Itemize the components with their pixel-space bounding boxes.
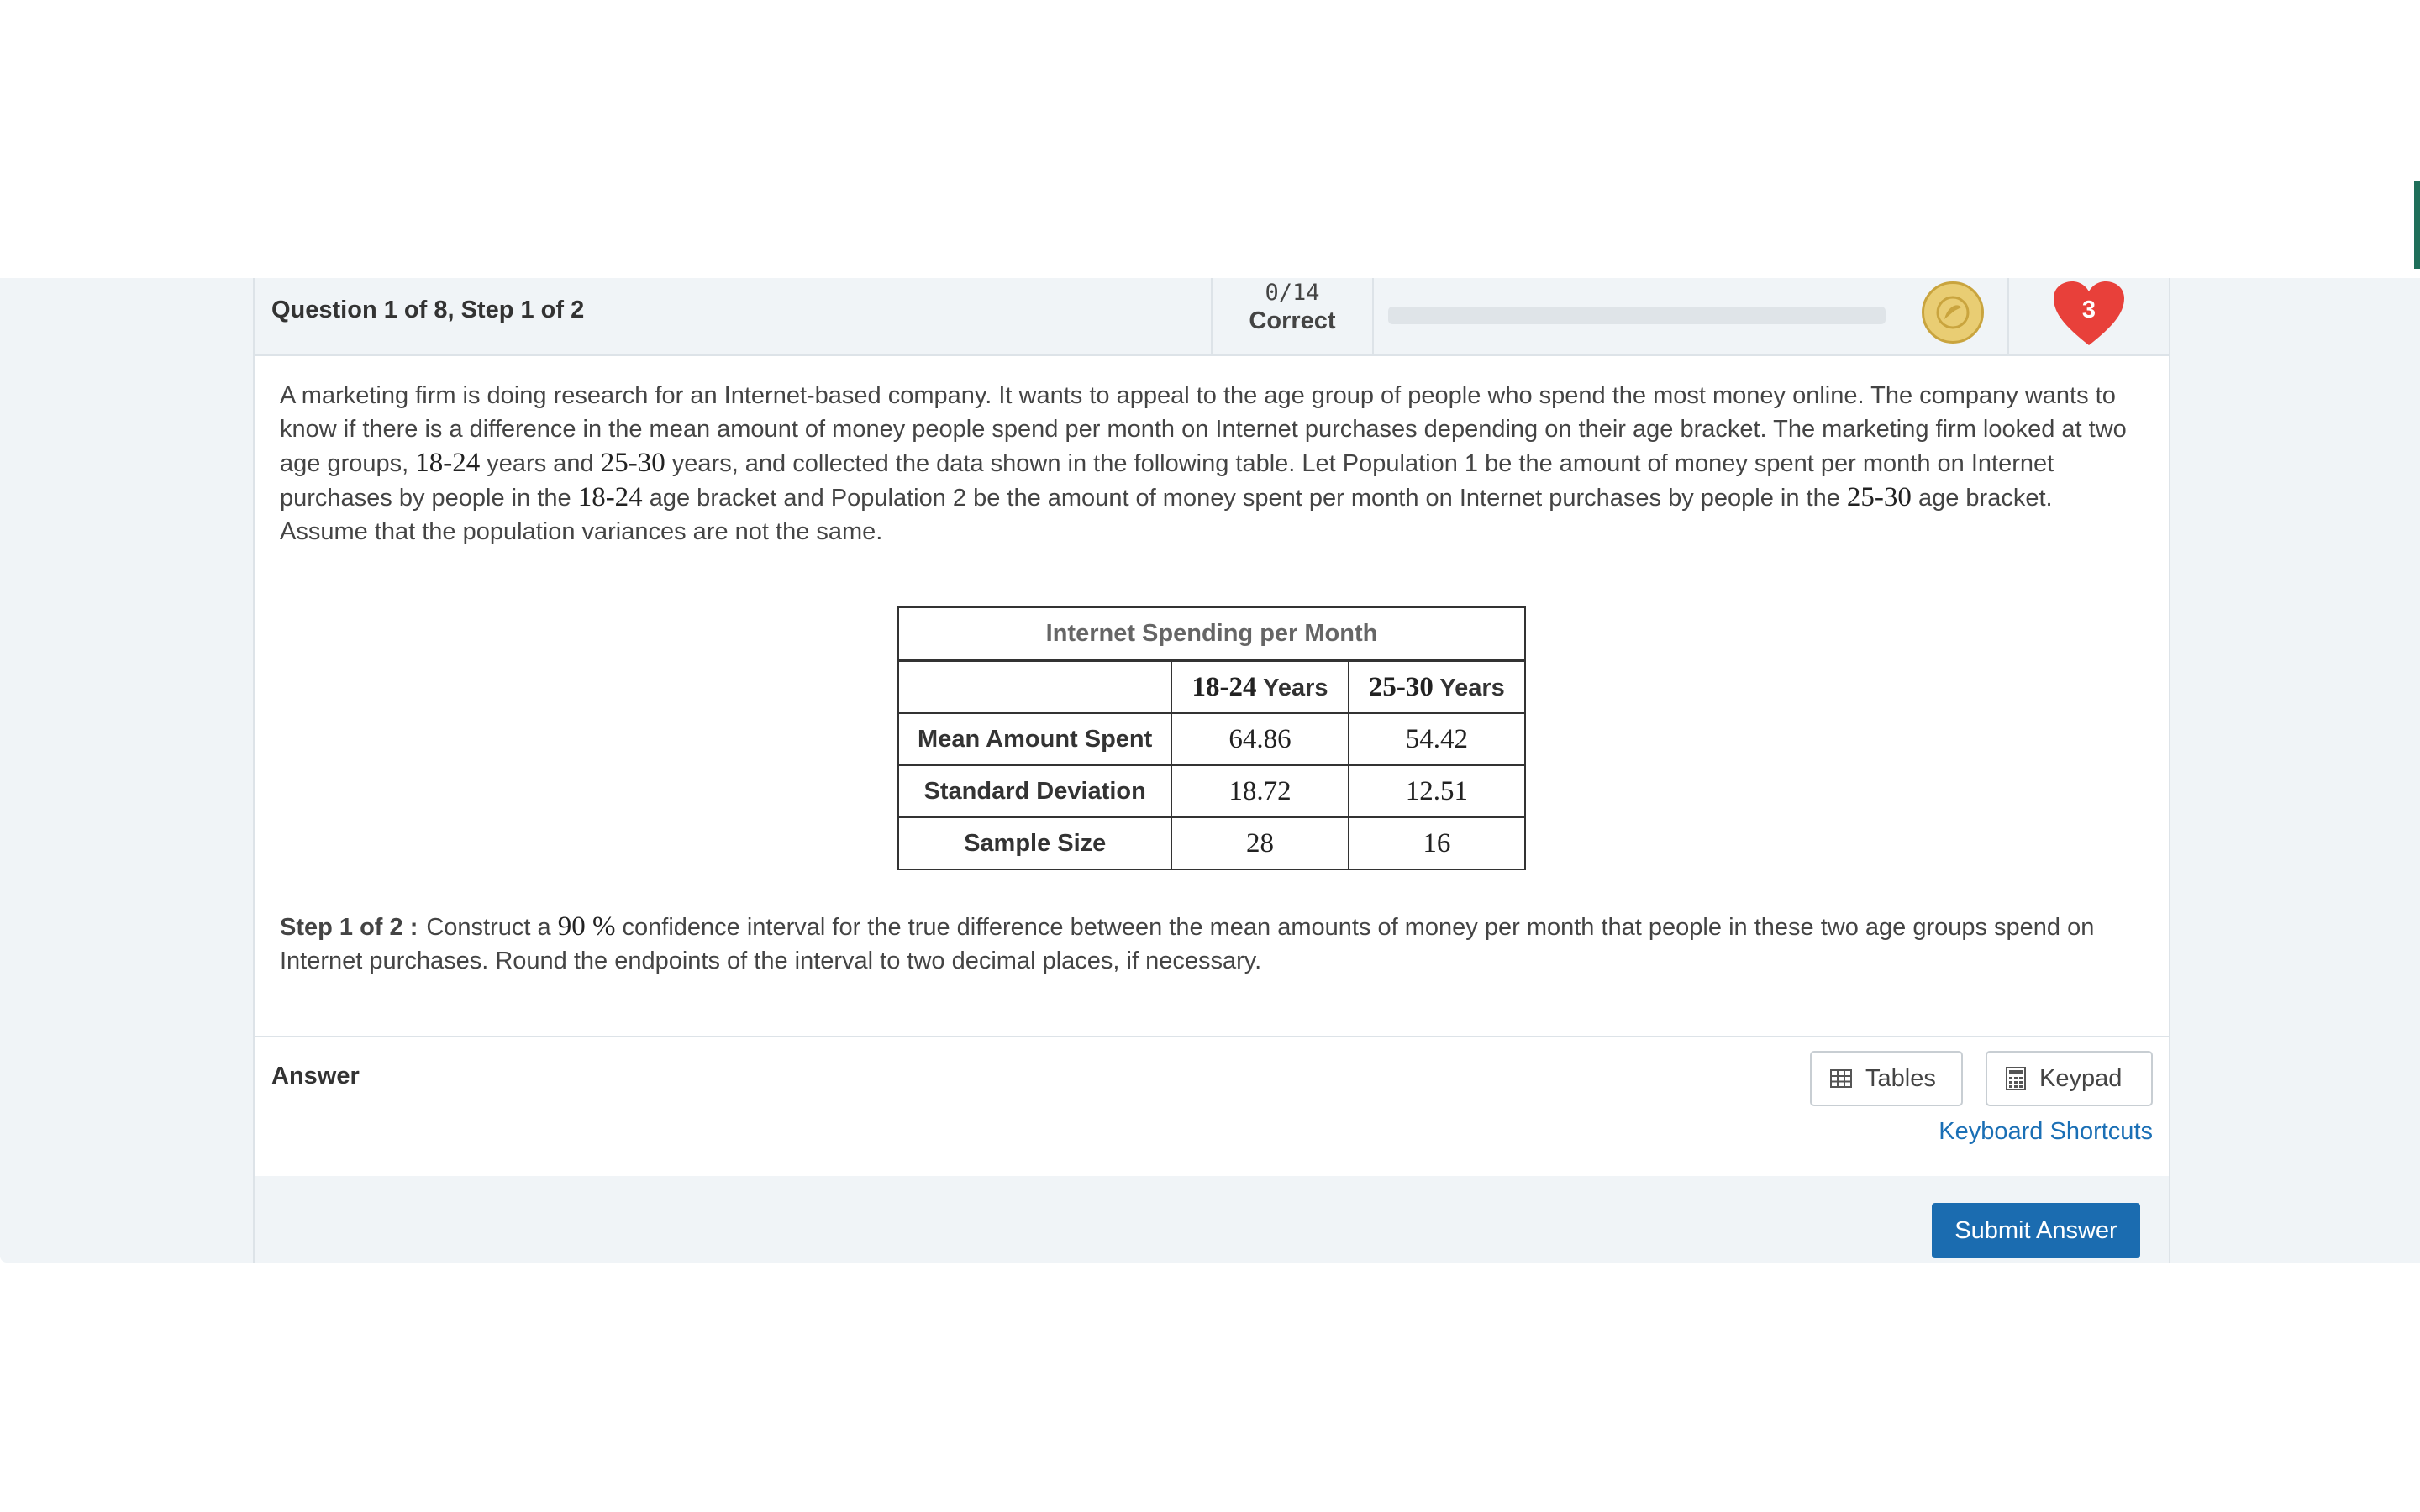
table-cell: 54.42 xyxy=(1349,713,1525,765)
table-cell: 64.86 xyxy=(1171,713,1348,765)
submit-answer-button[interactable]: Submit Answer xyxy=(1932,1203,2140,1258)
keypad-button[interactable] xyxy=(1986,1051,2153,1106)
question-header xyxy=(255,278,2169,356)
age-group-1: 18-24 xyxy=(577,482,643,512)
table-row xyxy=(898,817,1525,869)
keyboard-shortcuts-link[interactable]: Keyboard Shortcuts xyxy=(1939,1118,2153,1145)
app-area xyxy=(0,278,2420,1263)
heart-icon[interactable] xyxy=(2050,278,2128,349)
calculator-icon xyxy=(2006,1067,2026,1090)
score-display xyxy=(1213,278,1372,354)
column-header-25-30 xyxy=(1349,660,1525,713)
column-header-unit: Years xyxy=(1263,674,1328,701)
question-text-part: A marketing firm is doing research for an Internet-based company. It wants to appeal to the age group of people who spend the most money online. The company wants to know if there is a difference in the mean amount of money people spend per month on Internet purchases depending on their age bracket. The marketing firm looked at two age groups, xyxy=(280,382,2127,477)
submit-bar xyxy=(255,1176,2169,1263)
table-cell: 18.72 xyxy=(1171,765,1348,817)
answer-section xyxy=(255,1036,2169,1176)
step-label: Step 1 of 2 : xyxy=(280,914,418,941)
lives-count: 3 xyxy=(2081,297,2096,323)
header-divider xyxy=(1372,278,1374,354)
question-text-part: age bracket. Assume that the population variances are not the same. xyxy=(280,485,2053,545)
column-header-18-24 xyxy=(1171,660,1348,713)
step-text xyxy=(280,910,2141,978)
header-divider xyxy=(2007,278,2009,354)
score-fraction: 0/14 xyxy=(1265,280,1320,306)
confidence-level: 90 % xyxy=(557,911,616,942)
progress-bar xyxy=(1388,307,1886,324)
question-text-part: years, and collected the data shown in the following table. Let Population 1 be the amount of money spent per month on Internet purchases by people in the xyxy=(280,450,2054,512)
age-group-2: 25-30 xyxy=(600,448,666,478)
column-header-unit: Years xyxy=(1439,674,1505,701)
table-row xyxy=(898,765,1525,817)
question-title: Question 1 of 8, Step 1 of 2 xyxy=(271,297,585,323)
age-group-1: 18-24 xyxy=(415,448,481,478)
coin-icon[interactable] xyxy=(1922,281,1984,344)
step-text-part: Construct a xyxy=(426,914,558,941)
table-row xyxy=(898,713,1525,765)
tables-button-label: Tables xyxy=(1865,1064,1936,1092)
table-cell: 16 xyxy=(1349,817,1525,869)
question-text xyxy=(280,379,2141,549)
row-label: Standard Deviation xyxy=(898,765,1171,817)
answer-label: Answer xyxy=(271,1063,360,1089)
column-header-number: 18-24 xyxy=(1192,671,1257,702)
step-text-part: confidence interval for the true difference between the mean amounts of money per month that people in these two age groups spend on Internet purchases. Round the endpoints of the interval to two decimal places, if necessary. xyxy=(280,914,2095,974)
window-edge xyxy=(2414,181,2420,269)
table-cell: 28 xyxy=(1171,817,1348,869)
question-text-part: years and xyxy=(480,450,601,477)
score-label: Correct xyxy=(1249,307,1336,334)
column-header-number: 25-30 xyxy=(1368,671,1434,702)
keypad-button-label: Keypad xyxy=(2039,1064,2123,1092)
data-table xyxy=(897,606,1526,870)
age-group-2: 25-30 xyxy=(1846,482,1912,512)
table-grid-icon xyxy=(1830,1069,1852,1088)
table-caption: Internet Spending per Month xyxy=(898,607,1525,660)
row-label: Mean Amount Spent xyxy=(898,713,1171,765)
row-label: Sample Size xyxy=(898,817,1171,869)
table-corner-cell xyxy=(898,660,1171,713)
question-text-part: age bracket and Population 2 be the amount of money spent per month on Internet purchases by people in the xyxy=(642,485,1847,512)
tables-button[interactable] xyxy=(1810,1051,1963,1106)
table-caption-row xyxy=(898,607,1525,660)
table-cell: 12.51 xyxy=(1349,765,1525,817)
question-panel xyxy=(253,278,2170,1263)
table-header-row xyxy=(898,660,1525,713)
